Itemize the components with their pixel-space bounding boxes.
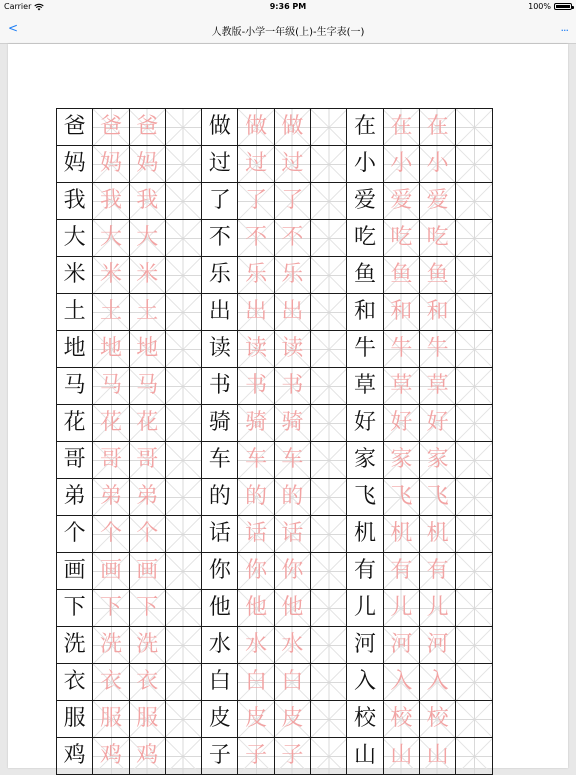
trace-cell: 过 [274, 146, 310, 183]
grid-row [57, 479, 493, 516]
practice-cell[interactable] [456, 220, 492, 257]
practice-cell[interactable] [311, 331, 347, 368]
practice-cell[interactable] [165, 627, 201, 664]
trace-cell: 家 [419, 442, 455, 479]
status-bar [0, 0, 576, 14]
character-grid [56, 108, 493, 775]
trace-cell: 子 [238, 738, 274, 775]
trace-cell: 我 [129, 183, 165, 220]
practice-cell[interactable] [165, 405, 201, 442]
status-time: 9:36 PM [269, 2, 307, 11]
practice-cell[interactable] [311, 701, 347, 738]
character-cell: 弟 [57, 479, 93, 516]
trace-cell: 地 [93, 331, 129, 368]
practice-cell[interactable] [311, 627, 347, 664]
trace-cell: 牛 [383, 331, 419, 368]
trace-cell: 衣 [93, 664, 129, 701]
trace-cell: 的 [274, 479, 310, 516]
practice-cell[interactable] [311, 479, 347, 516]
character-cell: 飞 [347, 479, 383, 516]
trace-cell: 和 [383, 294, 419, 331]
trace-cell: 米 [129, 257, 165, 294]
practice-cell[interactable] [456, 553, 492, 590]
practice-cell[interactable] [311, 664, 347, 701]
status-right [528, 2, 572, 11]
navigation-bar [0, 14, 576, 44]
trace-cell: 土 [129, 294, 165, 331]
character-cell: 白 [202, 664, 238, 701]
character-cell: 服 [57, 701, 93, 738]
trace-cell: 和 [419, 294, 455, 331]
trace-cell: 有 [419, 553, 455, 590]
trace-cell: 鸡 [93, 738, 129, 775]
practice-cell[interactable] [456, 109, 492, 146]
trace-cell: 山 [383, 738, 419, 775]
character-cell: 爸 [57, 109, 93, 146]
trace-cell: 机 [419, 516, 455, 553]
practice-cell[interactable] [165, 664, 201, 701]
character-cell: 米 [57, 257, 93, 294]
trace-cell: 儿 [383, 590, 419, 627]
character-cell: 鸡 [57, 738, 93, 775]
grid-row [57, 516, 493, 553]
trace-cell: 你 [274, 553, 310, 590]
practice-cell[interactable] [165, 738, 201, 775]
trace-cell: 校 [383, 701, 419, 738]
practice-cell[interactable] [165, 479, 201, 516]
character-cell: 家 [347, 442, 383, 479]
character-cell: 画 [57, 553, 93, 590]
trace-cell: 洗 [129, 627, 165, 664]
trace-cell: 吃 [419, 220, 455, 257]
character-cell: 河 [347, 627, 383, 664]
grid-row [57, 294, 493, 331]
trace-cell: 画 [129, 553, 165, 590]
character-cell: 书 [202, 368, 238, 405]
grid-row [57, 183, 493, 220]
trace-cell: 话 [274, 516, 310, 553]
practice-cell[interactable] [165, 220, 201, 257]
practice-cell[interactable] [311, 516, 347, 553]
character-cell: 了 [202, 183, 238, 220]
trace-cell: 水 [274, 627, 310, 664]
trace-cell: 了 [238, 183, 274, 220]
practice-cell[interactable] [456, 627, 492, 664]
practice-cell[interactable] [456, 331, 492, 368]
trace-cell: 山 [419, 738, 455, 775]
character-cell: 校 [347, 701, 383, 738]
character-cell: 读 [202, 331, 238, 368]
grid-row [57, 553, 493, 590]
trace-cell: 车 [238, 442, 274, 479]
character-cell: 马 [57, 368, 93, 405]
character-cell: 有 [347, 553, 383, 590]
trace-cell: 鸡 [129, 738, 165, 775]
trace-cell: 爱 [419, 183, 455, 220]
practice-cell[interactable] [456, 664, 492, 701]
practice-cell[interactable] [165, 331, 201, 368]
trace-cell: 乐 [238, 257, 274, 294]
trace-cell: 儿 [419, 590, 455, 627]
trace-cell: 入 [419, 664, 455, 701]
trace-cell: 吃 [383, 220, 419, 257]
grid-row [57, 738, 493, 775]
trace-cell: 妈 [129, 146, 165, 183]
character-cell: 在 [347, 109, 383, 146]
practice-cell[interactable] [311, 109, 347, 146]
battery-percent: 100% [528, 2, 551, 11]
practice-cell[interactable] [165, 146, 201, 183]
trace-cell: 乐 [274, 257, 310, 294]
practice-cell[interactable] [165, 701, 201, 738]
character-cell: 好 [347, 405, 383, 442]
character-cell: 做 [202, 109, 238, 146]
trace-cell: 小 [419, 146, 455, 183]
practice-cell[interactable] [456, 442, 492, 479]
back-button[interactable]: < [8, 21, 19, 35]
practice-cell[interactable] [456, 701, 492, 738]
trace-cell: 出 [238, 294, 274, 331]
character-cell: 哥 [57, 442, 93, 479]
trace-cell: 的 [238, 479, 274, 516]
trace-cell: 河 [419, 627, 455, 664]
trace-cell: 书 [274, 368, 310, 405]
character-cell: 山 [347, 738, 383, 775]
trace-cell: 下 [129, 590, 165, 627]
practice-cell[interactable] [311, 738, 347, 775]
character-cell: 的 [202, 479, 238, 516]
trace-cell: 鱼 [419, 257, 455, 294]
battery-icon [554, 3, 572, 10]
trace-cell: 有 [383, 553, 419, 590]
trace-cell: 骑 [238, 405, 274, 442]
practice-cell[interactable] [165, 257, 201, 294]
practice-cell[interactable] [165, 590, 201, 627]
character-cell: 话 [202, 516, 238, 553]
trace-cell: 骑 [274, 405, 310, 442]
trace-cell: 书 [238, 368, 274, 405]
character-cell: 地 [57, 331, 93, 368]
trace-cell: 洗 [93, 627, 129, 664]
practice-cell[interactable] [311, 553, 347, 590]
character-cell: 他 [202, 590, 238, 627]
trace-cell: 他 [274, 590, 310, 627]
character-cell: 骑 [202, 405, 238, 442]
trace-cell: 大 [129, 220, 165, 257]
trace-cell: 校 [419, 701, 455, 738]
character-cell: 衣 [57, 664, 93, 701]
practice-cell[interactable] [456, 405, 492, 442]
character-cell: 机 [347, 516, 383, 553]
practice-cell[interactable] [165, 368, 201, 405]
trace-cell: 草 [419, 368, 455, 405]
trace-cell: 好 [419, 405, 455, 442]
trace-cell: 机 [383, 516, 419, 553]
practice-cell[interactable] [456, 479, 492, 516]
trace-cell: 哥 [129, 442, 165, 479]
trace-cell: 好 [383, 405, 419, 442]
trace-cell: 做 [274, 109, 310, 146]
trace-cell: 你 [238, 553, 274, 590]
character-cell: 吃 [347, 220, 383, 257]
trace-cell: 哥 [93, 442, 129, 479]
grid-row [57, 664, 493, 701]
trace-cell: 弟 [129, 479, 165, 516]
practice-cell[interactable] [311, 294, 347, 331]
character-cell: 子 [202, 738, 238, 775]
character-cell: 过 [202, 146, 238, 183]
character-cell: 个 [57, 516, 93, 553]
trace-cell: 过 [238, 146, 274, 183]
trace-cell: 不 [274, 220, 310, 257]
practice-cell[interactable] [165, 183, 201, 220]
trace-cell: 我 [93, 183, 129, 220]
character-cell: 妈 [57, 146, 93, 183]
trace-cell: 爸 [129, 109, 165, 146]
practice-cell[interactable] [165, 442, 201, 479]
practice-cell[interactable] [165, 516, 201, 553]
trace-cell: 他 [238, 590, 274, 627]
grid-row [57, 331, 493, 368]
practice-cell[interactable] [311, 257, 347, 294]
trace-cell: 家 [383, 442, 419, 479]
trace-cell: 皮 [274, 701, 310, 738]
practice-cell[interactable] [165, 553, 201, 590]
character-cell: 出 [202, 294, 238, 331]
practice-cell[interactable] [456, 738, 492, 775]
trace-cell: 在 [419, 109, 455, 146]
character-cell: 鱼 [347, 257, 383, 294]
trace-cell: 花 [129, 405, 165, 442]
practice-cell[interactable] [311, 368, 347, 405]
character-cell: 水 [202, 627, 238, 664]
character-cell: 花 [57, 405, 93, 442]
trace-cell: 草 [383, 368, 419, 405]
trace-cell: 爱 [383, 183, 419, 220]
trace-cell: 鱼 [383, 257, 419, 294]
practice-cell[interactable] [311, 590, 347, 627]
trace-cell: 入 [383, 664, 419, 701]
grid-row [57, 109, 493, 146]
character-cell: 你 [202, 553, 238, 590]
trace-cell: 皮 [238, 701, 274, 738]
trace-cell: 马 [129, 368, 165, 405]
more-button[interactable]: ... [560, 21, 568, 34]
trace-cell: 读 [238, 331, 274, 368]
trace-cell: 土 [93, 294, 129, 331]
trace-cell: 服 [129, 701, 165, 738]
trace-cell: 车 [274, 442, 310, 479]
character-cell: 土 [57, 294, 93, 331]
grid-row [57, 627, 493, 664]
trace-cell: 米 [93, 257, 129, 294]
trace-cell: 下 [93, 590, 129, 627]
practice-cell[interactable] [311, 220, 347, 257]
trace-cell: 服 [93, 701, 129, 738]
trace-cell: 在 [383, 109, 419, 146]
carrier-label: Carrier [4, 2, 32, 11]
practice-cell[interactable] [456, 590, 492, 627]
trace-cell: 个 [129, 516, 165, 553]
trace-cell: 小 [383, 146, 419, 183]
practice-cell[interactable] [311, 146, 347, 183]
trace-cell: 花 [93, 405, 129, 442]
trace-cell: 马 [93, 368, 129, 405]
character-cell: 我 [57, 183, 93, 220]
trace-cell: 牛 [419, 331, 455, 368]
trace-cell: 地 [129, 331, 165, 368]
character-cell: 草 [347, 368, 383, 405]
trace-cell: 河 [383, 627, 419, 664]
character-cell: 乐 [202, 257, 238, 294]
trace-cell: 衣 [129, 664, 165, 701]
character-table [56, 108, 493, 775]
character-cell: 下 [57, 590, 93, 627]
practice-cell[interactable] [311, 405, 347, 442]
practice-cell[interactable] [456, 146, 492, 183]
trace-cell: 话 [238, 516, 274, 553]
practice-cell[interactable] [165, 109, 201, 146]
trace-cell: 白 [238, 664, 274, 701]
character-cell: 车 [202, 442, 238, 479]
practice-cell[interactable] [456, 257, 492, 294]
practice-cell[interactable] [165, 294, 201, 331]
grid-row [57, 442, 493, 479]
trace-cell: 出 [274, 294, 310, 331]
page-title: 人教版-小学一年级(上)-生字表(一) [211, 27, 365, 38]
practice-cell[interactable] [456, 183, 492, 220]
worksheet-page [8, 44, 568, 768]
grid-row [57, 590, 493, 627]
trace-cell: 爸 [93, 109, 129, 146]
character-cell: 洗 [57, 627, 93, 664]
trace-cell: 不 [238, 220, 274, 257]
trace-cell: 做 [238, 109, 274, 146]
character-cell: 爱 [347, 183, 383, 220]
trace-cell: 子 [274, 738, 310, 775]
practice-cell[interactable] [456, 294, 492, 331]
practice-cell[interactable] [456, 368, 492, 405]
grid-row [57, 146, 493, 183]
grid-row [57, 220, 493, 257]
character-cell: 牛 [347, 331, 383, 368]
practice-cell[interactable] [311, 442, 347, 479]
practice-cell[interactable] [456, 516, 492, 553]
grid-row [57, 405, 493, 442]
trace-cell: 水 [238, 627, 274, 664]
trace-cell: 白 [274, 664, 310, 701]
grid-row [57, 257, 493, 294]
practice-cell[interactable] [311, 183, 347, 220]
trace-cell: 画 [93, 553, 129, 590]
trace-cell: 飞 [419, 479, 455, 516]
trace-cell: 读 [274, 331, 310, 368]
trace-cell: 飞 [383, 479, 419, 516]
character-cell: 入 [347, 664, 383, 701]
trace-cell: 个 [93, 516, 129, 553]
character-cell: 儿 [347, 590, 383, 627]
trace-cell: 了 [274, 183, 310, 220]
grid-row [57, 701, 493, 738]
character-cell: 和 [347, 294, 383, 331]
character-cell: 大 [57, 220, 93, 257]
character-cell: 小 [347, 146, 383, 183]
trace-cell: 弟 [93, 479, 129, 516]
grid-row [57, 368, 493, 405]
character-cell: 皮 [202, 701, 238, 738]
trace-cell: 大 [93, 220, 129, 257]
trace-cell: 妈 [93, 146, 129, 183]
character-cell: 不 [202, 220, 238, 257]
